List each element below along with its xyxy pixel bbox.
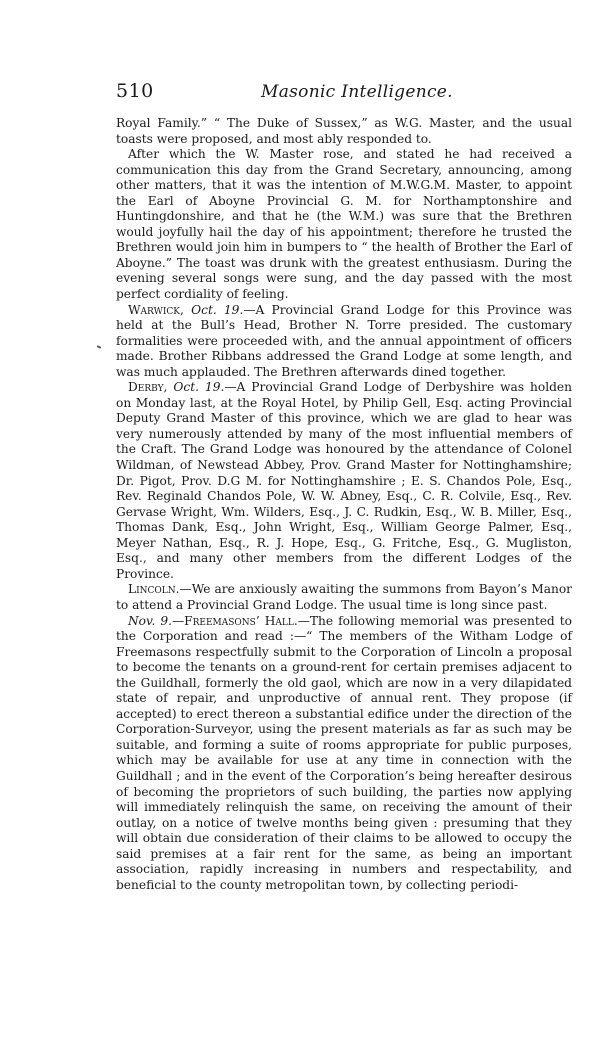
paragraph-aboyne-appointment (116, 147, 572, 302)
book-page (116, 80, 572, 893)
place-name: Lincoln. (128, 582, 180, 597)
paragraph-text: —A Provincial Grand Lodge of Derbyshire was holden on Monday last, at the Royal Hotel, by Philip Gell, Esq. acting Provincial Deputy Grand Master of this province, which we are glad to hear was very numerously attended by many of the most influential members of the Craft. The Grand Lodge was honoured by the attendance of Colonel Wildman, of Newstead Abbey, Prov. Grand Master for Nottinghamshire; Dr. Pigot, Prov. D.G M. for Nottinghamshire ; E. S. Chandos Pole, Esq., Rev. Reginald Chandos Pole, W. W. Abney, Esq., C. R. Colvile, Esq., Rev. Gervase Wright, Wm. Wilders, Esq., J. C. Rudkin, Esq., W. B. Miller, Esq., Thomas Dank, Esq., John Wright, Esq., William George Palmer, Esq., Meyer Nathan, Esq., R. J. Hope, Esq., G. Fritche, Esq., G. Mugliston, Esq., and many other members from the different Lodges of the Province. (116, 380, 572, 581)
date-heading: Oct. 19. (173, 380, 225, 395)
paragraph-royal-family (116, 116, 572, 147)
margin-mark (97, 345, 101, 349)
paragraph-derby (116, 380, 572, 582)
date-heading: Oct. 19. (191, 302, 244, 317)
paragraph-freemasons-hall (116, 614, 572, 894)
page-number: 510 (116, 80, 154, 102)
paragraph-lincoln (116, 582, 572, 613)
running-head (116, 80, 572, 110)
place-name: Derby, (128, 380, 168, 395)
paragraph-text: —The following memorial was presented to the Corporation and read :—“ The members of the Witham Lodge of Freemasons respectfully submit to the Corporation of Lincoln a proposal to become the tenants on a ground-rent for certain premises adjacent to the Guildhall, formerly the old gaol, which are now in a very dilapidated state of repair, and unproductive of annual rent. They propose (if accepted) to erect thereon a substantial edifice under the direction of the Corporation-Surveyor, using the present materials as far as such may be suitable, and forming a suite of rooms appropriate for public purposes, which may be available for use at any time in connection with the Guildhall ; and in the event of the Corporation’s being hereafter desirous of becoming the proprietors of such building, the parties now applying will immediately relinquish the same, on receiving the amount of their outlay, on a notice of twelve months being given : presuming that they will obtain due consideration of their claims to be allowed to occupy the said premises at a fair rent for the same, as being an important association, rapidly increasing in numbers and respectability, and beneficial to the county metropolitan town, by collecting periodi- (116, 613, 572, 892)
article-body (116, 116, 572, 893)
paragraph-text: —A Provincial Grand Lodge for this Province was held at the Bull’s Head, Brother N. Torre presided. The customary formalities were proceeded with, and the annual appointment of officers made. Brother Ribbans addressed the Grand Lodge at some length, and was much applauded. The Brethren afterwards dined together. (116, 302, 572, 379)
paragraph-text: Royal Family.” “ The Duke of Sussex,” as W.G. Master, and the usual toasts were proposed, and most ably responded to. (116, 116, 572, 146)
place-name: Warwick, (128, 302, 184, 317)
running-title: Masonic Intelligence. (261, 82, 453, 102)
date-heading: Nov. 9. (128, 613, 172, 628)
paragraph-text: —We are anxiously awaiting the summons from Bayon’s Manor to attend a Provincial Grand Lodge. The usual time is long since past. (116, 582, 572, 612)
place-name: —Freemasons’ Hall. (171, 613, 298, 628)
paragraph-text: After which the W. Master rose, and stated he had received a communication this day from the Grand Secretary, announcing, among other matters, that it was the intention of M.W.G.M. Master, to appoint the Earl of Aboyne Provincial G. M. for Northamptonshire and Huntingdonshire, and that he (the W.M.) was sure that the Brethren would joyfully hail the day of his appointment; therefore he trusted the Brethren would join him in bumpers to “ the health of Brother the Earl of Aboyne.” The toast was drunk with the greatest enthusiasm. During the evening several songs were sung, and the day passed with the most perfect cordiality of feeling. (116, 147, 572, 302)
paragraph-warwick (116, 303, 572, 381)
